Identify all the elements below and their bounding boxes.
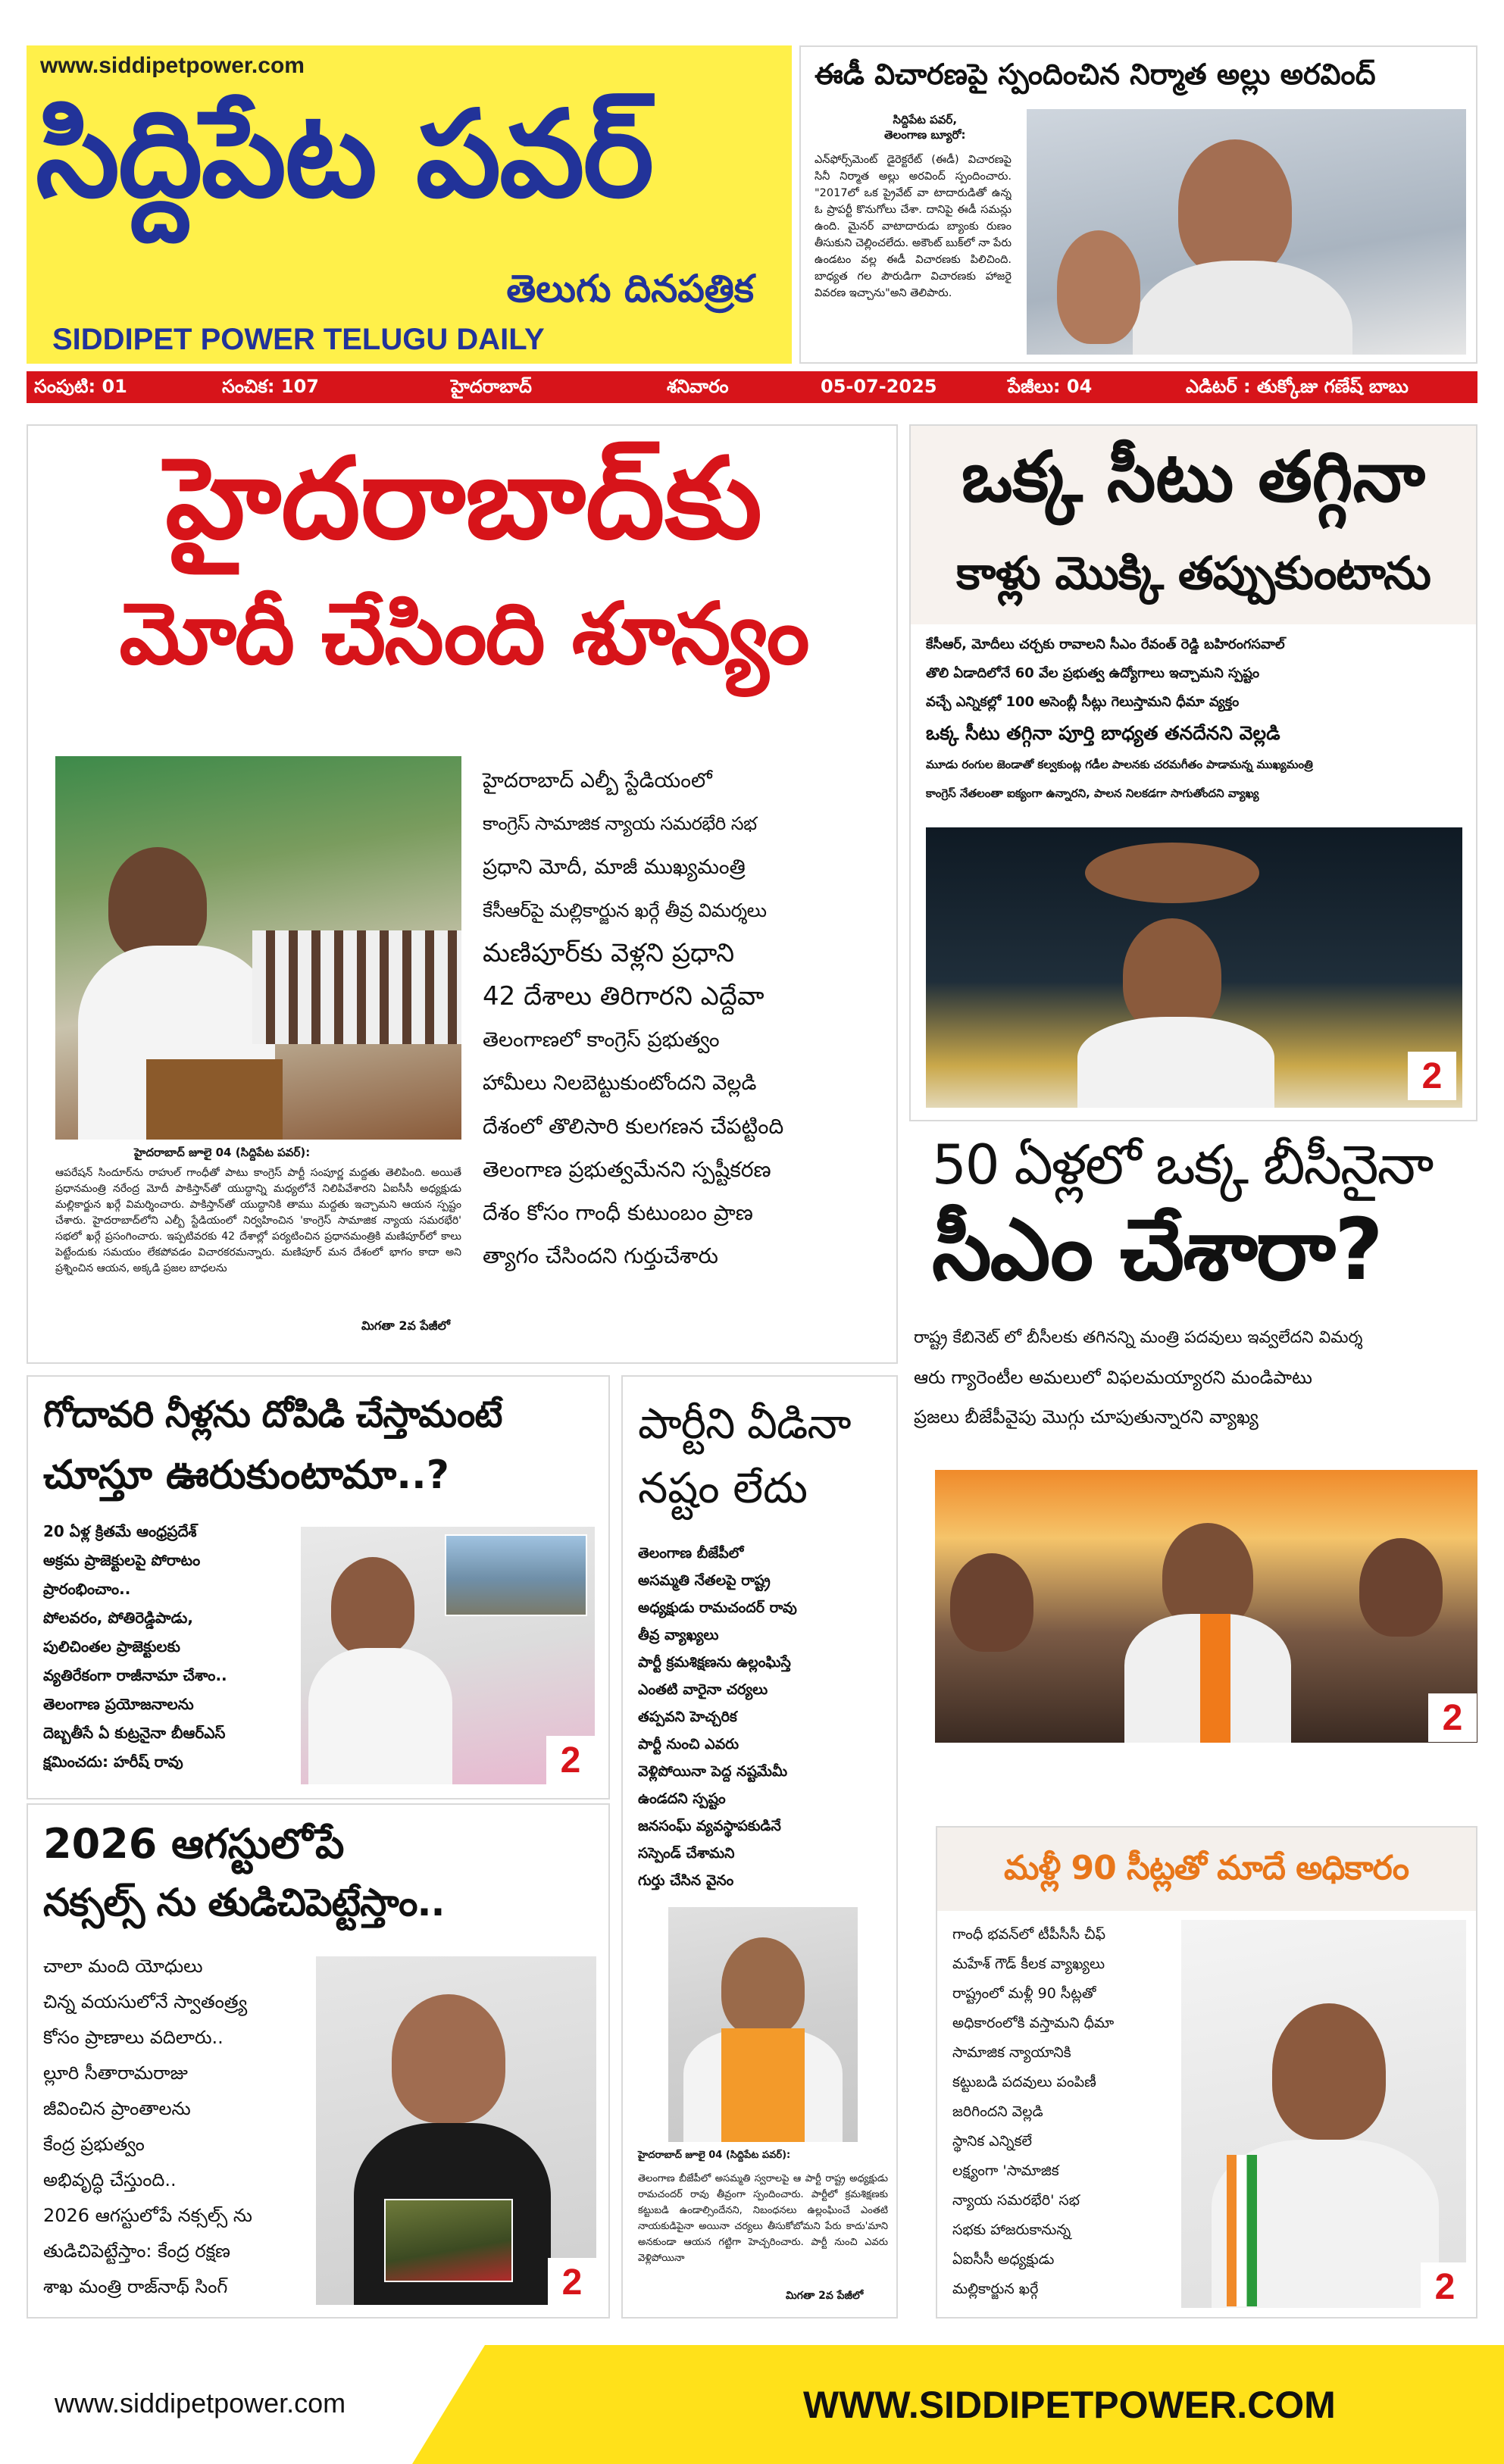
naxal-headline-2[interactable]: నక్సల్స్ ను తుడిచిపెట్టేస్తాం.. <box>43 1881 445 1925</box>
lead-point: 42 దేశాలు తిరిగారని ఎద్దేవా <box>483 981 765 1012</box>
bc-point: ఆరు గ్యారెంటీల అమలులో విఫలమయ్యారని మండిపాటు <box>914 1367 1312 1388</box>
masthead-subtitle-en: SIDDIPET POWER TELUGU DAILY <box>52 323 545 356</box>
party-body: తెలంగాణ బీజేపీలో అసమ్మతి స్వరాలపై ఆ పార్టీ రాష్ట్ర అధ్యక్షుడు రామచందర్ రావు తీవ్రంగా స్పందించారు. పార్టీలో క్రమశిక్షణకు కట్టుబడి ఉండాల్సిందేనని, నిబంధనలు ఉల్లంఘించే ఎంతటి నాయకుడిపైనా అయినా చర్యలు తీసుకోబోమని పేరు కాదు'మాని అనకుండా ఆయన గట్టిగా హెచ్చరించారు. పార్టీ నుంచి ఎవరు వెళ్లిపోయినా <box>638 2173 888 2264</box>
lead-body: ఆపరేషన్ సిందూర్‌ను రాహుల్ గాంధీతో పాటు కాంగ్రెస్ పార్టీ సంపూర్ణ మద్దతు తెలిపింది. అయితే ప్రధానమంత్రి నరేంద్ర మోదీ పాకిస్తాన్‌తో యుద్ధాన్ని మధ్యలోనే నిలిపివేశారని ఏఐసీసీ అధ్యక్షుడు మల్లికార్జున ఖర్గే విమర్శించారు. పాకిస్తాన్‌తో యుద్ధానికి తాము మద్దతు ఇచ్చామని ఆయన స్పష్టం చేశారు. హైదరాబాద్‌లోని ఎల్బీ స్టేడియంలో నిర్వహించిన 'కాంగ్రెస్ సామాజిక న్యాయ సమరభేరి' సభలో ఖర్గే ప్రసంగించారు. ఇప్పటివరకు 42 దేశాల్లో పర్యటించిన ప్రధానమంత్రికి మణిపూర్‌లో కాలు పెట్టేందుకు సమయం లేకపోవడం విచారకరమన్నారు. మణిపూర్ మన దేశంలో భాగం కాదా అని ప్రశ్నించిన ఆయన, అక్కడి ప్రజల బాధలను <box>55 1167 461 1274</box>
lead-point: తెలంగాణ ప్రభుత్వమేనని స్పష్టీకరణ <box>483 1157 771 1182</box>
top-news-box <box>799 45 1477 364</box>
seat-point: తొలి ఏడాదిలోనే 60 వేల ప్రభుత్వ ఉద్యోగాలు ఇచ్చామని స్పష్టం <box>926 665 1260 681</box>
lead-story <box>27 424 898 1364</box>
party-point: తెలంగాణ బీజేపీలో <box>638 1545 744 1562</box>
footer-url-right[interactable]: WWW.SIDDIPETPOWER.COM <box>803 2384 1336 2426</box>
masthead-url[interactable]: www.siddipetpower.com <box>40 53 305 78</box>
godavari-story <box>27 1375 610 1800</box>
naxal-story <box>27 1803 610 2319</box>
naxal-headline-1[interactable]: 2026 ఆగస్టులోపే <box>43 1820 345 1868</box>
info-issue: సంచిక: 107 <box>222 376 319 397</box>
power-point: సభకు హాజరుకానున్న <box>952 2222 1071 2238</box>
lead-more[interactable]: మిగతా 2వ పేజీలో <box>361 1318 450 1333</box>
lead-point: హైదరాబాద్ ఎల్బీ స్టేడియంలో <box>483 769 712 793</box>
top-news-dateline-1: సిద్దిపేట పవర్, <box>893 113 958 127</box>
lead-point: దేశం కోసం గాంధీ కుటుంబం ప్రాణ <box>483 1200 753 1225</box>
power-headline[interactable]: మళ్లీ 90 సీట్లతో మాదే అధికారం <box>1003 1849 1409 1887</box>
lead-side-points <box>483 759 888 1277</box>
power-story <box>936 1826 1477 2319</box>
naxal-points <box>43 1949 316 2305</box>
lead-point: తెలంగాణలో కాంగ్రెస్ ప్రభుత్వం <box>483 1028 720 1052</box>
lead-point: దేశంలో తొలిసారి కులగణన చేపట్టింది <box>483 1114 784 1139</box>
party-headline-1[interactable]: పార్టీని వీడినా <box>638 1399 851 1449</box>
seat-point: మూడు రంగుల జెండాతో కల్వకుంట్ల గడీల పాలనకు చరమగీతం పాడామన్న ముఖ్యమంత్రి <box>926 758 1313 771</box>
godavari-point: పోలవరం, పోతిరెడ్డిపాడు, <box>43 1609 193 1627</box>
party-point: తీవ్ర వ్యాఖ్యలు <box>638 1627 719 1643</box>
seat-point: వచ్చే ఎన్నికల్లో 100 అసెంబ్లీ సీట్లు గెలుస్తామని ధీమా వ్యక్తం <box>926 694 1240 710</box>
power-points <box>952 1920 1172 2304</box>
mahesh-goud-photo <box>1181 1920 1466 2308</box>
info-day: శనివారం <box>667 376 729 397</box>
seat-headline-1[interactable]: ఒక్క సీటు తగ్గినా <box>961 436 1425 518</box>
godavari-point: పులిచింతల ప్రాజెక్టులకు <box>43 1637 180 1656</box>
bc-headline-2[interactable]: సీఎం చేశారా? <box>932 1201 1382 1299</box>
info-editor: ఎడిటర్ : తుక్కోజు గణేష్ బాబు <box>1186 376 1409 397</box>
godavari-point: 20 ఏళ్ల క్రితమే ఆంధ్రప్రదేశ్ <box>43 1522 197 1540</box>
seat-points <box>926 630 1464 808</box>
lead-headline-2[interactable]: మోదీ చేసింది శూన్యం <box>119 585 808 683</box>
lead-point: ప్రధాని మోదీ, మాజీ ముఖ్యమంత్రి <box>483 855 746 879</box>
power-point: ఏఐసీసీ అధ్యక్షుడు <box>952 2251 1055 2268</box>
godavari-headline-1[interactable]: గోదావరి నీళ్లను దోపిడి చేస్తామంటే <box>43 1393 502 1436</box>
naxal-point: ల్లూరి సీతారామరాజు <box>43 2062 188 2084</box>
rajnath-singh-photo <box>316 1956 596 2305</box>
bc-headline-1[interactable]: 50 ఏళ్లలో ఒక్క బీసీనైనా <box>932 1133 1433 1196</box>
naxal-point: చాలా మంది యోధులు <box>43 1956 203 1977</box>
seat-page-ref[interactable]: 2 <box>1408 1052 1456 1100</box>
footer-url-left[interactable]: www.siddipetpower.com <box>55 2387 346 2419</box>
party-point: అధ్యక్షుడు రామచందర్ రావు <box>638 1599 797 1616</box>
naxal-point: చిన్న వయసులోనే స్వాతంత్ర్య <box>43 1991 248 2012</box>
naxal-point: కోసం ప్రాణాలు వదిలారు.. <box>43 2027 224 2048</box>
power-point: మహేశ్ గౌడ్ కీలక వ్యాఖ్యలు <box>952 1956 1105 1972</box>
party-point: వెళ్లిపోయినా పెద్ద నష్టమేమీ <box>638 1763 788 1780</box>
lead-point: కేసీఆర్‌పై మల్లికార్జున ఖర్గే తీవ్ర విమర్శలు <box>483 899 767 921</box>
naxal-point: అభివృద్ధి చేస్తుంది.. <box>43 2169 177 2190</box>
dam-inset-photo <box>445 1534 587 1616</box>
power-point: న్యాయ సమరభేరి' సభ <box>952 2192 1080 2209</box>
party-more[interactable]: మిగతా 2వ పేజీలో <box>786 2290 864 2302</box>
godavari-point: ప్రారంభించాం.. <box>43 1580 131 1598</box>
naxal-inset-photo <box>384 2199 513 2282</box>
masthead <box>27 45 792 364</box>
top-news-headline[interactable]: ఈడీ విచారణపై స్పందించిన నిర్మాత అల్లు అరవింద్ <box>815 58 1376 91</box>
power-point: గాంధీ భవన్‌లో టీపీసీసీ చీఫ్ <box>952 1926 1106 1943</box>
top-news-dateline-2: తెలంగాణ బ్యూరో: <box>884 128 966 142</box>
party-point: తప్పవని హెచ్చరిక <box>638 1709 737 1725</box>
godavari-headline-2[interactable]: చూస్తూ ఊరుకుంటామా..? <box>43 1452 449 1498</box>
godavari-point: అక్రమ ప్రాజెక్టులపై పోరాటం <box>43 1551 201 1569</box>
info-pages: పేజీలు: 04 <box>1008 376 1093 397</box>
godavari-point: వ్యతిరేకంగా రాజీనామా చేశాం.. <box>43 1666 227 1684</box>
party-dateline: హైదరాబాద్ జూలై 04 (సిద్దిపేట పవర్): <box>638 2150 791 2161</box>
lead-point: మణిపూర్‌కు వెళ్లని ప్రధాని <box>483 938 735 968</box>
naxal-point: 2026 ఆగస్టులోపే నక్సల్స్ ను <box>43 2205 252 2226</box>
power-point: కట్టుబడి పదవులు పంపిణీ <box>952 2074 1096 2090</box>
seat-story <box>909 424 1477 1121</box>
power-point: స్థానిక ఎన్నికలే <box>952 2133 1033 2150</box>
party-point: గుర్తు చేసిన వైనం <box>638 1872 734 1889</box>
naxal-point: శాఖ మంత్రి రాజ్‌నాథ్ సింగ్ <box>43 2276 228 2297</box>
bc-story <box>909 1133 1477 1800</box>
bc-point: ప్రజలు బీజేపీవైపు మొగ్గు చూపుతున్నారని వ్యాఖ్య <box>914 1406 1259 1427</box>
kharge-speech-photo <box>55 756 461 1140</box>
power-point: లక్ష్యంగా 'సామాజిక <box>952 2162 1059 2179</box>
lead-headline-1[interactable]: హైదరాబాద్‌కు <box>165 433 762 564</box>
seat-point: కేసీఆర్, మోదీలు చర్చకు రావాలని సీఎం రేవంత్ రెడ్డి బహిరంగసవాల్ <box>926 636 1285 652</box>
power-point: అధికారంలోకి వస్తామని ధీమా <box>952 2015 1115 2031</box>
party-point: అసమ్మతి నేతలపై రాష్ట్ర <box>638 1572 771 1589</box>
party-story <box>621 1375 898 2319</box>
party-point: ఎంతటి వారైనా చర్యలు <box>638 1681 768 1698</box>
godavari-points <box>43 1517 293 1776</box>
info-bar <box>27 371 1477 403</box>
party-points <box>638 1540 892 1894</box>
ramchander-rao-photo <box>668 1907 858 2142</box>
party-point: ఉండదని స్పష్టం <box>638 1790 726 1807</box>
power-page-ref[interactable]: 2 <box>1421 2262 1469 2311</box>
revanth-reddy-photo <box>926 827 1462 1108</box>
godavari-point: తెలంగాణ ప్రయోజనాలను <box>43 1695 194 1713</box>
party-point: సస్పెండ్ చేశామని <box>638 1845 735 1862</box>
naxal-point: కేంద్ర ప్రభుత్వం <box>43 2134 145 2155</box>
bc-points <box>914 1318 1477 1437</box>
godavari-point: క్షమించదు: హరీష్ రావు <box>43 1753 183 1771</box>
party-point: జనసంఘ్ వ్యవస్థాపకుడినే <box>638 1818 781 1834</box>
party-point: పార్టీ క్రమశిక్షణను ఉల్లంఘిస్తే <box>638 1654 791 1671</box>
naxal-page-ref[interactable]: 2 <box>548 2258 596 2306</box>
info-date: 05-07-2025 <box>821 376 937 397</box>
power-point: మల్లికార్జున ఖర్గే <box>952 2281 1039 2297</box>
bc-page-ref-badge[interactable]: 2 <box>1428 1693 1477 1742</box>
seat-headline-2[interactable]: కాళ్లు మొక్కి తప్పుకుంటాను <box>956 547 1431 600</box>
power-point: రాష్ట్రంలో మళ్లీ 90 సీట్లతో <box>952 1985 1096 2002</box>
seat-point: కాంగ్రెస్ నేతలంతా ఐక్యంగా ఉన్నారని, పాలన నిలకడగా సాగుతోందని వ్యాఖ్య <box>926 786 1259 800</box>
power-point: సామాజిక న్యాయానికి <box>952 2044 1071 2061</box>
bc-point: రాష్ట్ర కేబినెట్ లో బీసీలకు తగినన్ని మంత్రి పదవులు ఇవ్వలేదని విమర్శ <box>914 1328 1363 1347</box>
info-volume: సంపుటి: 01 <box>34 376 127 397</box>
seat-point: ఒక్క సీటు తగ్గినా పూర్తి బాధ్యత తనదేనని వెల్లడి <box>926 722 1280 744</box>
naxal-point: జీవించిన ప్రాంతాలను <box>43 2098 191 2119</box>
masthead-title: సిద్దిపేట పవర్ <box>36 85 653 224</box>
lead-point: కాంగ్రెస్ సామాజిక న్యాయ సమరభేరి సభ <box>483 813 757 834</box>
top-news-dateline <box>884 112 966 142</box>
lead-point: హామీలు నిలబెట్టుకుంటోందని వెల్లడి <box>483 1071 757 1095</box>
power-point: జరిగిందని వెల్లడి <box>952 2103 1043 2120</box>
godavari-point: దెబ్బతీసే ఏ కుట్రనైనా బీఆర్ఎస్ <box>43 1724 226 1742</box>
lead-point: త్యాగం చేసిందని గుర్తుచేశారు <box>483 1243 718 1268</box>
party-headline-2[interactable]: నష్టం లేదు <box>638 1464 808 1513</box>
top-news-body: ఎన్‌ఫోర్స్‌మెంట్ డైరెక్టరేట్ (ఈడీ) విచారణపై సినీ నిర్మాత అల్లు అరవింద్ స్పందించారు. "2017లో ఒక ప్రైవేట్ వా టాదారుడితో ఉన్న ఓ ప్రాపర్టీ కొనుగోలు చేశా. దానిపై ఈడీ సమన్లు ఉంది. మైనర్ వాటాదారుడు బ్యాంకు రుణం తీసుకుని చెల్లించలేదు. అకౌంట్ బుక్‌లో నా పేరు ఉండటం వల్ల ఈడీ విచారణకు పిలిచింది. బాధ్యత గల పౌరుడిగా విచారణకు హాజరై వివరణ ఇచ్చాను"అని తెలిపారు. <box>815 154 1012 299</box>
godavari-page-ref[interactable]: 2 <box>546 1736 595 1784</box>
bandi-sanjay-photo <box>935 1470 1477 1743</box>
info-city: హైదరాబాద్ <box>451 376 532 397</box>
footer <box>0 2345 1504 2464</box>
naxal-point: తుడిచిపెట్టేస్తాం: కేంద్ర రక్షణ <box>43 2240 230 2262</box>
lead-dateline: హైదరాబాద్ జూలై 04 (సిద్దిపేట పవర్): <box>134 1146 311 1159</box>
allu-aravind-photo <box>1027 109 1466 355</box>
party-point: పార్టీ నుంచి ఎవరు <box>638 1736 739 1753</box>
masthead-subtitle-te: తెలుగు దినపత్రిక <box>506 267 754 311</box>
